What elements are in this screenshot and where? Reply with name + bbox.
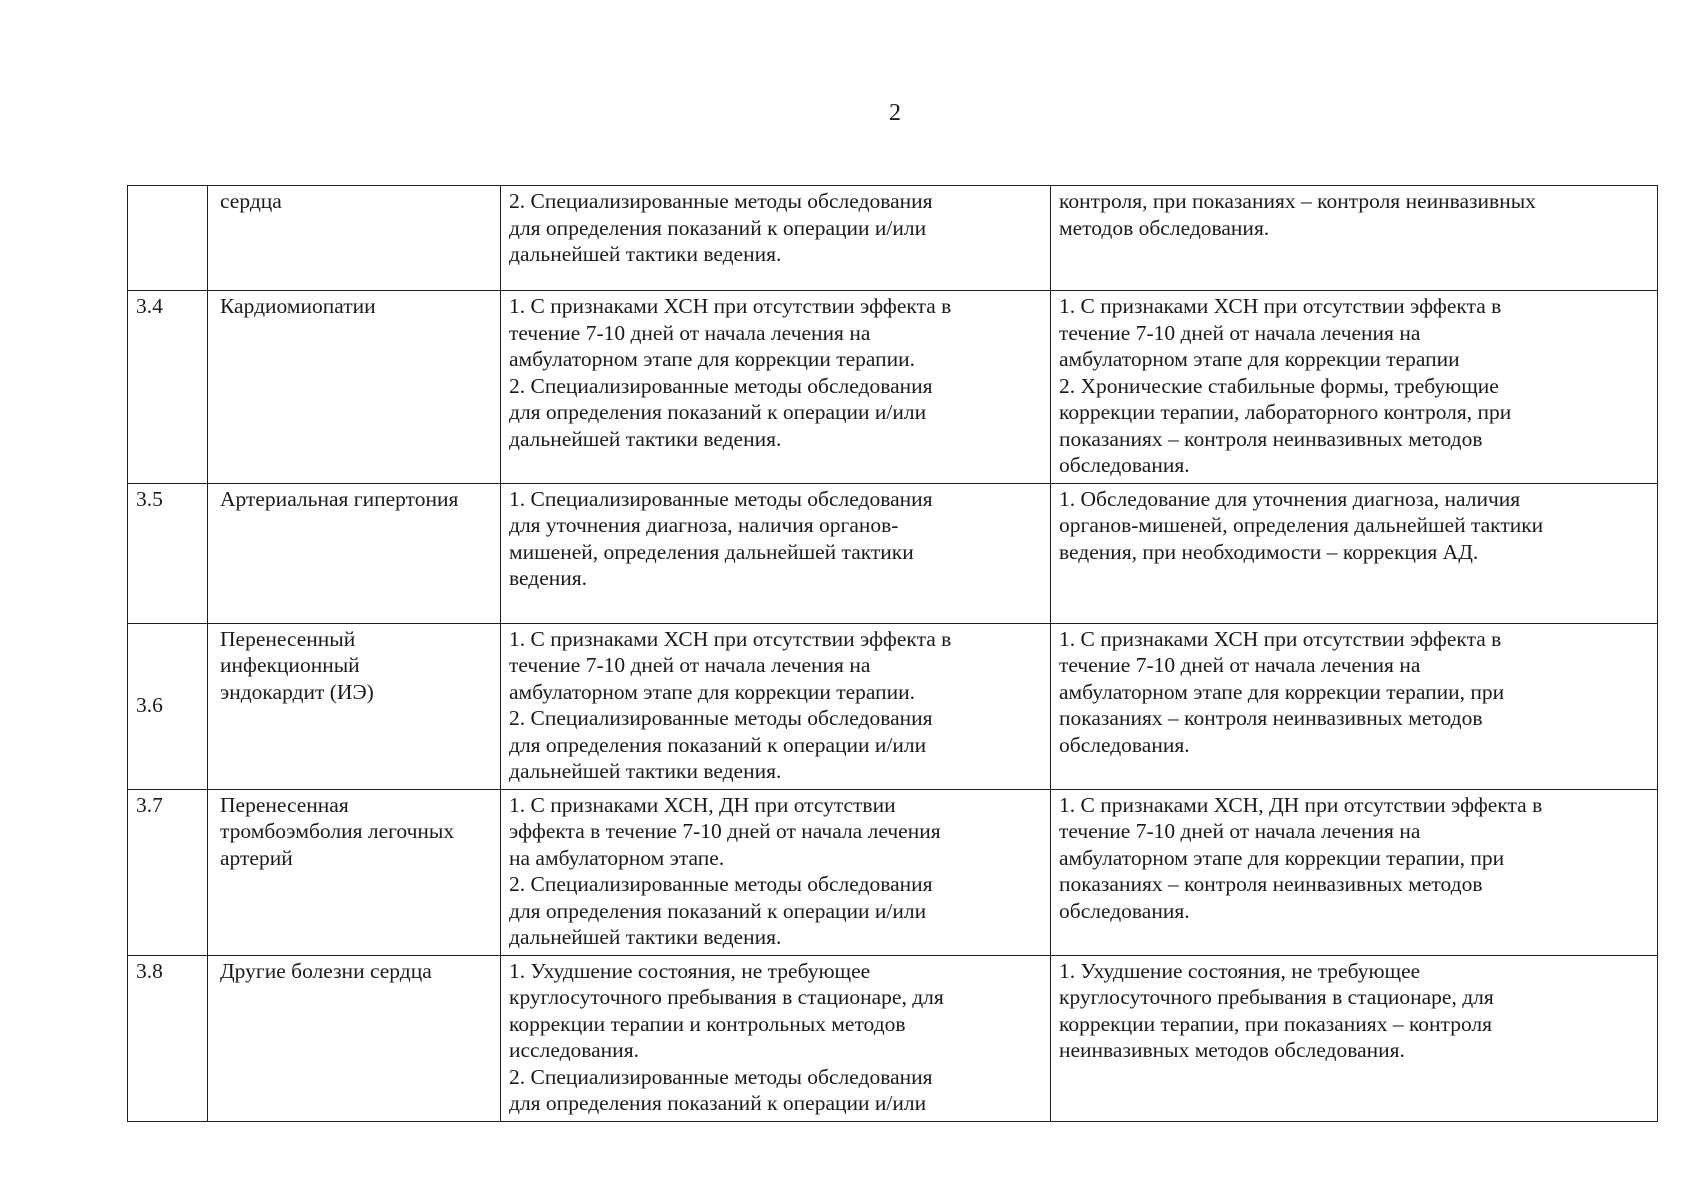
criteria-other [1051,483,1658,623]
criteria-day-hospital [501,291,1051,484]
text-line: обследования. [1059,453,1190,477]
criteria-day-hospital [501,186,1051,291]
text-line: ведения, при необходимости – коррекция АД. [1059,539,1479,564]
criteria-day-hospital [501,623,1051,789]
text-line: коррекции терапии, лабораторного контроля, при [1059,400,1512,424]
disease-name [208,789,501,955]
criteria-day-hospital [501,789,1051,955]
text-line: 1. Ухудшение состояния, не требующее [1059,958,1421,983]
text-line: артерий [220,845,293,870]
text-line: неинвазивных методов обследования. [1059,1038,1405,1062]
text-line: амбулаторном этапе для коррекции терапии. [509,679,916,704]
text-line: 1. С признаками ХСН при отсутствии эффекта в [509,294,952,318]
text-line: коррекции терапии, при показаниях – контроля [1059,1011,1493,1036]
text-line: для определения показаний к операции и/или [509,400,927,424]
text-line: для определения показаний к операции и/или [509,898,927,923]
text-line: 2. Специализированные методы обследования [509,706,933,730]
text-line: для определения показаний к операции и/или [509,732,927,757]
text-line: 1. С признаками ХСН, ДН при отсутствии эффекта в [1059,792,1543,817]
table-row [128,789,1658,955]
text-line: амбулаторном этапе для коррекции терапии. [509,347,916,371]
text-line: обследования. [1059,732,1190,757]
text-line: Перенесенный [220,626,356,651]
text-line: 1. Обследование для уточнения диагноза, наличия [1059,486,1521,511]
text-line: 2. Специализированные методы обследования [509,373,933,398]
referral-criteria-table [127,185,1658,1122]
row-number: 3.5 [128,483,208,623]
text-line: амбулаторном этапе для коррекции терапии, при [1059,845,1505,870]
table-row [128,955,1658,1121]
text-line: 1. С признаками ХСН при отсутствии эффекта в [1059,626,1502,651]
criteria-day-hospital [501,483,1051,623]
text-line: Другие болезни сердца [220,958,432,983]
text-line: тромбоэмболия легочных [220,819,455,843]
row-number: 3.6 [128,623,208,789]
text-line: коррекции терапии и контрольных методов [509,1011,906,1036]
disease-name [208,291,501,484]
text-line: течение 7-10 дней от начала лечения на [1059,653,1421,677]
text-line: 2. Специализированные методы обследования [509,189,933,213]
text-line: Артериальная гипертония [220,486,459,511]
text-line: течение 7-10 дней от начала лечения на [509,320,871,345]
text-line: для определения показаний к операции и/или [509,215,927,240]
table-row [128,186,1658,291]
table-row [128,623,1658,789]
text-line: обследования. [1059,898,1190,923]
text-line: 1. С признаками ХСН, ДН при отсутствии [509,792,896,817]
page-number: 2 [889,100,901,126]
disease-name [208,483,501,623]
text-line: ведения. [509,566,588,590]
text-line: течение 7-10 дней от начала лечения на [1059,320,1421,345]
text-line: исследования. [509,1038,639,1062]
text-line: для уточнения диагноза, наличия органов- [509,513,899,537]
text-line: 1. Ухудшение состояния, не требующее [509,958,871,983]
criteria-other [1051,186,1658,291]
criteria-other [1051,623,1658,789]
text-line: показаниях – контроля неинвазивных методов [1059,872,1483,896]
text-line: течение 7-10 дней от начала лечения на [1059,819,1421,843]
text-line: дальнейшей тактики ведения. [509,242,782,266]
row-number: 3.7 [128,789,208,955]
table-row [128,291,1658,484]
text-line: показаниях – контроля неинвазивных методов [1059,426,1483,451]
text-line: для определения показаний к операции и/или [509,1091,927,1115]
disease-name [208,186,501,291]
text-line: эндокардит (ИЭ) [220,679,374,704]
disease-name [208,955,501,1121]
row-number [128,186,208,291]
text-line: круглосуточного пребывания в стационаре, для [509,985,944,1009]
text-line: 2. Хронические стабильные формы, требующие [1059,373,1499,398]
row-number: 3.4 [128,291,208,484]
text-line: эффекта в течение 7-10 дней от начала лечения [509,819,941,843]
text-line: 1. Специализированные методы обследования [509,486,933,511]
text-line: дальнейшей тактики ведения. [509,426,782,451]
text-line: 2. Специализированные методы обследования [509,872,933,896]
text-line: на амбулаторном этапе. [509,845,725,870]
text-line: круглосуточного пребывания в стационаре, для [1059,985,1494,1009]
text-line: органов-мишеней, определения дальнейшей тактики [1059,513,1544,537]
criteria-other [1051,955,1658,1121]
text-line: инфекционный [220,653,360,677]
text-line: 1. С признаками ХСН при отсутствии эффекта в [509,626,952,651]
disease-name [208,623,501,789]
text-line: 1. С признаками ХСН при отсутствии эффекта в [1059,294,1502,318]
text-line: контроля, при показаниях – контроля неинвазивных [1059,189,1536,213]
text-line: течение 7-10 дней от начала лечения на [509,653,871,677]
row-number: 3.8 [128,955,208,1121]
text-line: показаниях – контроля неинвазивных методов [1059,706,1483,730]
criteria-other [1051,789,1658,955]
text-line: сердца [220,189,282,213]
text-line: Кардиомиопатии [220,294,376,318]
criteria-other [1051,291,1658,484]
text-line: Перенесенная [220,792,349,817]
text-line: 2. Специализированные методы обследования [509,1064,933,1089]
text-line: амбулаторном этапе для коррекции терапии, при [1059,679,1505,704]
text-line: амбулаторном этапе для коррекции терапии [1059,347,1460,371]
text-line: дальнейшей тактики ведения. [509,925,782,949]
table-row [128,483,1658,623]
text-line: мишеней, определения дальнейшей тактики [509,539,914,564]
criteria-day-hospital [501,955,1051,1121]
text-line: дальнейшей тактики ведения. [509,759,782,783]
text-line: методов обследования. [1059,215,1270,240]
